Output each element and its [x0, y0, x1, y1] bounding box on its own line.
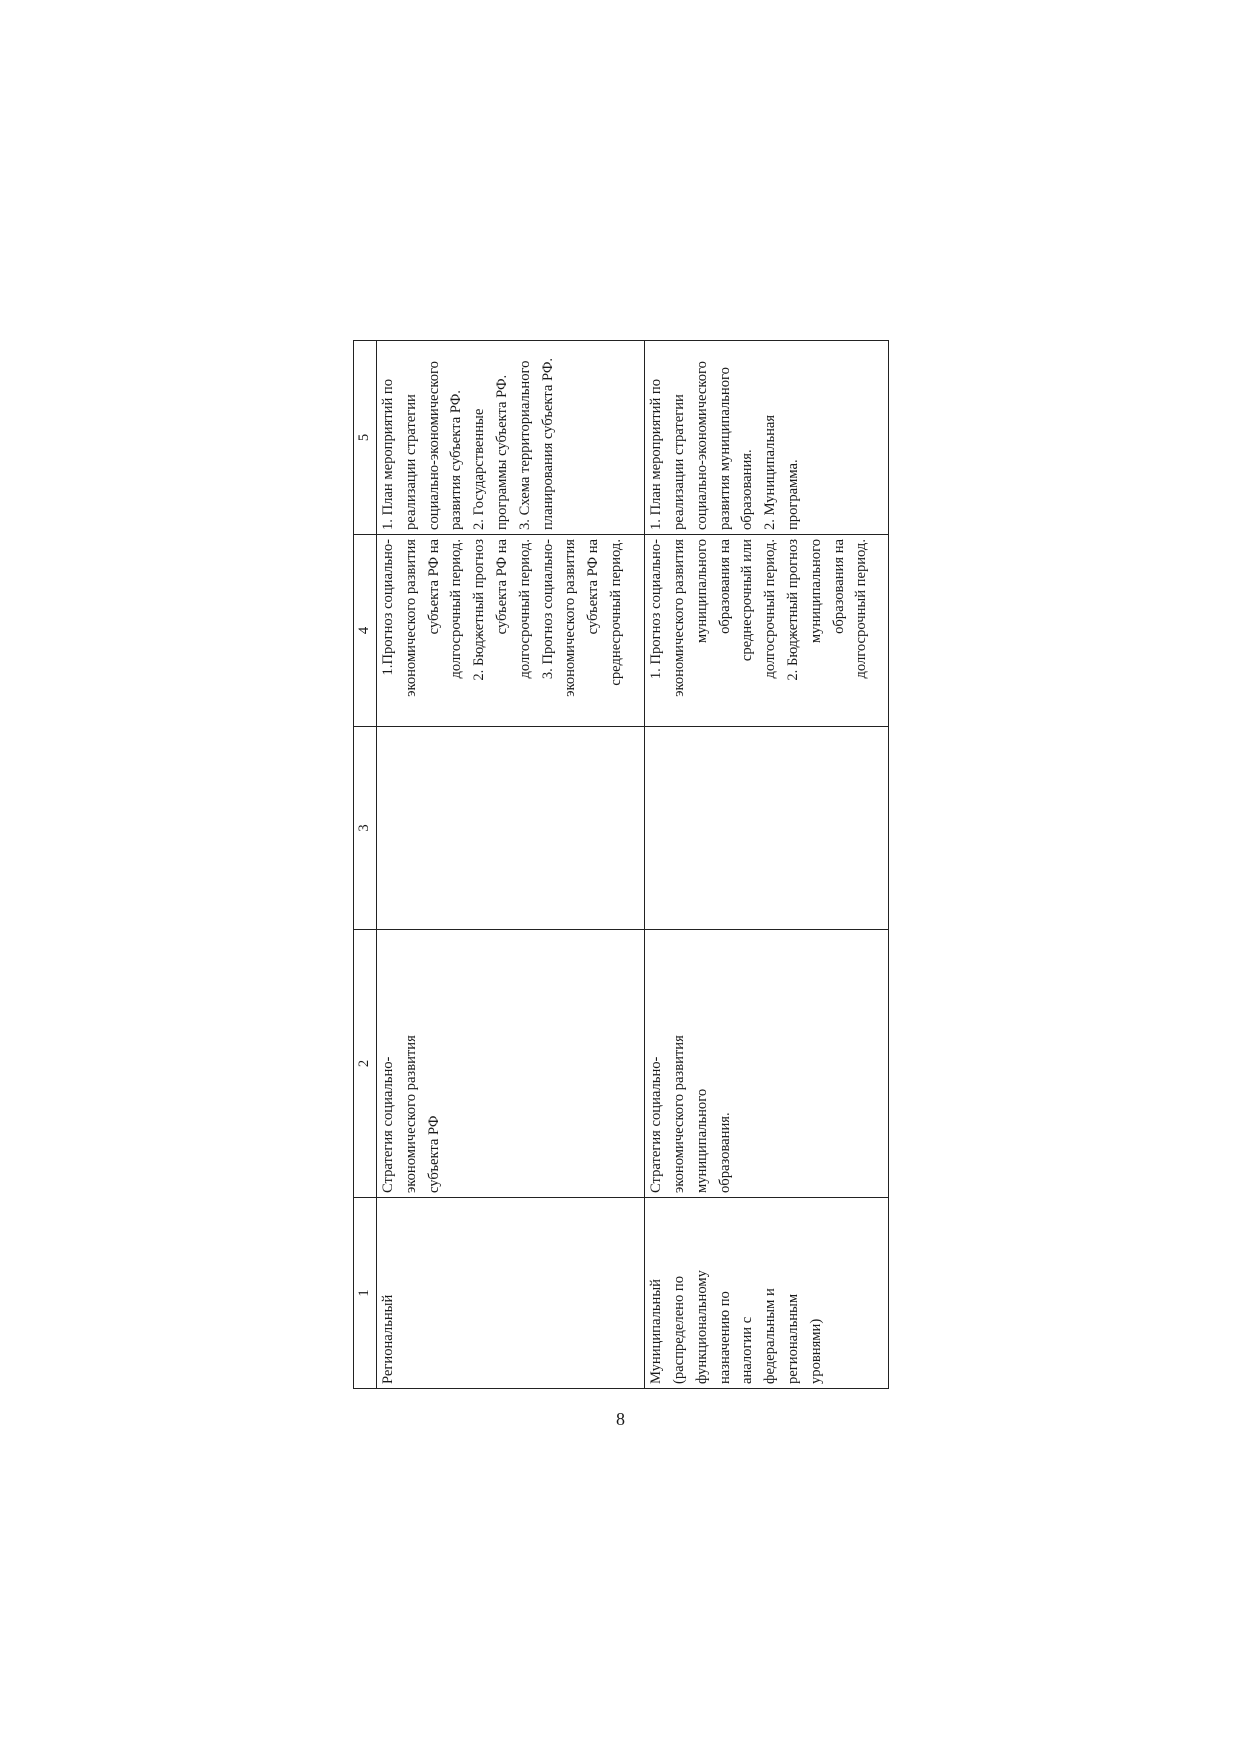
cell-text-line: долгосрочный период.	[762, 539, 779, 679]
column-number-3: 3	[354, 727, 377, 930]
cell-text-line: развития муниципального	[716, 367, 733, 530]
cell-text-line: реализации стратегии	[670, 394, 687, 530]
planning-documents-table	[353, 340, 889, 1389]
cell-text-line: субъекта РФ на	[585, 539, 602, 635]
plans-cell	[377, 341, 645, 535]
page-number: 8	[616, 1409, 625, 1429]
cell-text-line: долгосрочный период.	[448, 539, 465, 679]
forecast-cell	[645, 535, 889, 727]
cell-text-line: реализации стратегии	[402, 394, 419, 530]
strategy-cell	[645, 930, 889, 1198]
cell-text-line: программа.	[784, 459, 801, 530]
cell-text-line: среднесрочный или	[739, 539, 756, 662]
column-number-1: 1	[354, 1198, 377, 1389]
cell-text-line: Стратегия социально-	[648, 1056, 665, 1193]
plans-cell	[645, 341, 889, 535]
cell-text-line: 2. Бюджетный прогноз	[784, 539, 801, 681]
cell-text-line: образования на	[830, 539, 847, 634]
cell-text-line: экономического развития	[402, 1035, 419, 1193]
cell-text-line: экономического развития	[562, 539, 579, 697]
cell-text-line: экономического развития	[670, 1035, 687, 1193]
cell-text-line: субъекта РФ	[425, 1115, 442, 1193]
cell-text-line: экономического развития	[670, 539, 687, 697]
cell-text-line: 1. План мероприятий по	[380, 378, 396, 530]
cell-text-line: 2. Бюджетный прогноз	[471, 539, 488, 681]
rotated-table-wrapper	[353, 341, 889, 1389]
cell-text-line: 1. Прогноз социально-	[648, 539, 665, 680]
cell-text-line: образования.	[716, 1112, 733, 1193]
cell-text-line: функциональному	[693, 1270, 710, 1384]
column-number-2: 2	[354, 930, 377, 1198]
cell-text-line: федеральным и	[762, 1288, 779, 1384]
cell-text-line: аналогии с	[739, 1316, 756, 1384]
cell-text-line: 3. Схема территориального	[516, 360, 533, 530]
table-row	[645, 341, 889, 1389]
cell-text-line: образования.	[739, 449, 756, 530]
cell-text-line: развития субъекта РФ.	[448, 390, 465, 530]
cell-text-line: региональным	[784, 1293, 801, 1384]
level-cell	[377, 1198, 645, 1389]
empty-cell	[645, 727, 889, 930]
table-header-row	[354, 341, 377, 1389]
cell-text-line: планирования субъекта РФ.	[539, 357, 556, 530]
cell-text-line: (распределено по	[670, 1275, 687, 1384]
cell-text-line: муниципального	[693, 1088, 710, 1193]
cell-text-line: долгосрочный период.	[853, 539, 870, 679]
cell-text-line: образования на	[716, 539, 733, 634]
cell-text-line: 2. Государственные	[471, 408, 488, 530]
column-number-5: 5	[354, 341, 377, 535]
cell-text-line: социально-экономического	[693, 361, 710, 530]
column-number-4: 4	[354, 535, 377, 727]
cell-text-line: программы субъекта РФ.	[493, 374, 510, 530]
cell-text-line: долгосрочный период.	[516, 539, 533, 679]
cell-text-line: 1.Прогноз социально-	[380, 539, 396, 676]
cell-text-line: социально-экономического	[425, 361, 442, 530]
cell-text-line: субъекта РФ на	[493, 539, 510, 635]
cell-text-line: среднесрочный период.	[607, 539, 624, 686]
cell-text-line: муниципального	[807, 539, 824, 644]
cell-text-line: уровнями)	[807, 1318, 824, 1384]
cell-text-line: Муниципальный	[648, 1279, 665, 1384]
table-row	[377, 341, 645, 1389]
cell-text-line: Региональный	[380, 1294, 396, 1384]
forecast-cell	[377, 535, 645, 727]
strategy-cell	[377, 930, 645, 1198]
level-cell	[645, 1198, 889, 1389]
cell-text-line: субъекта РФ на	[425, 539, 442, 635]
cell-text-line: 3. Прогноз социально-	[539, 539, 556, 680]
cell-text-line: экономического развития	[402, 539, 419, 697]
cell-text-line: Стратегия социально-	[380, 1056, 396, 1193]
empty-cell	[377, 727, 645, 930]
cell-text-line: 2. Муниципальная	[762, 414, 779, 530]
cell-text-line: назначению по	[716, 1291, 733, 1384]
cell-text-line: 1. План мероприятий по	[648, 378, 665, 530]
cell-text-line: муниципального	[693, 539, 710, 644]
